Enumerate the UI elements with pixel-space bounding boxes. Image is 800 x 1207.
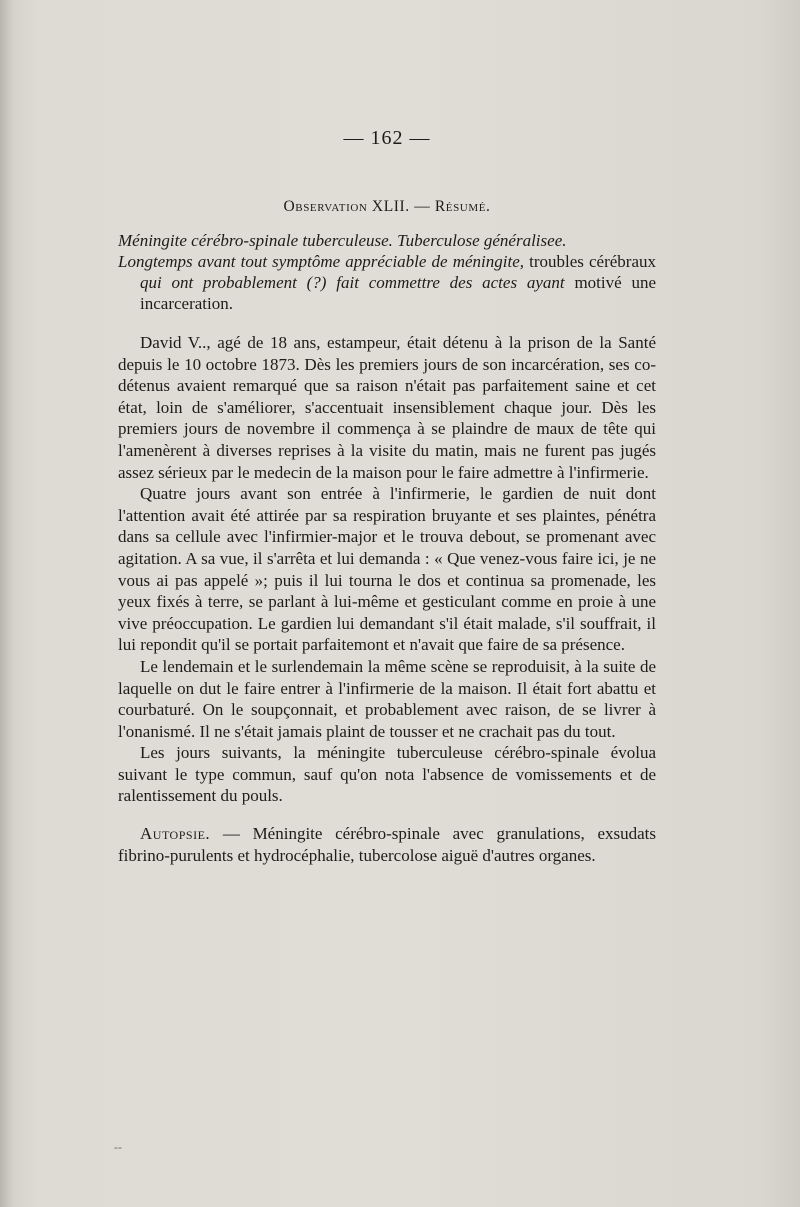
summary-line-2-roman-b: motivé une incarceration. (140, 273, 657, 313)
summary-line-2-italic-b: qui ont probablement (?) fait commettre des actes ayant (140, 273, 565, 292)
paragraph-2: Quatre jours avant son entrée à l'infirmerie, le gardien de nuit dont l'attention avait été attirée par sa respiration bruyante et ses plaintes, pénétra dans sa cellule avec l'infirmier-major et le trouva debout, se promenant avec agitation. A sa vue, il s'arrêta et lui demanda : « Que venez-vous faire ici, je ne vous ai pas appelé »; puis il lui tourna le dos et continua sa promenade, les yeux fixés à terre, se parlant à lui-même et gesticulant comme en proie à une vive préoccupation. Le gardien lui demandant s'il était malade, s'il souffrait, il lui repondit qu'il se portait parfaitemont et n'avait que faire de sa présence. (118, 484, 656, 655)
summary (118, 230, 656, 314)
page-number: — 162 — (343, 127, 431, 149)
summary-line-2 (118, 251, 656, 314)
summary-line-2-italic-a: Longtemps avant tout symptôme appréciable de méningite, (118, 252, 524, 271)
footer-mark: -- (114, 1140, 122, 1154)
summary-line-1-text: Méningite cérébro-spinale tuberculeuse. Tuberculose généralisee. (118, 231, 567, 250)
paragraph-3: Le lendemain et le surlendemain la même scène se reproduisit, à la suite de laquelle on dut le faire entrer à l'infirmerie de la maison. Il était fort abattu et courbaturé. On le soupçonnait, et probablement avec raison, de se livrer à l'onanismé. Il ne s'était jamais plaint de tousser et ne crachait pas du tout. (118, 656, 656, 741)
paragraph-4: Les jours suivants, la méningite tuberculeuse cérébro-spinale évolua suivant le type commun, sauf qu'on nota l'absence de vomissements et de ralentissement du pouls. (118, 743, 656, 806)
autopsy-text: — Méningite cérébro-spinale avec granulations, exsudats fibrino-purulents et hydrocéphalie, tubercolose aiguë d'autres organes. (118, 824, 656, 865)
autopsy-label: Autopsie. (140, 824, 211, 844)
body-text (118, 332, 656, 866)
paragraph-1: David V.., agé de 18 ans, estampeur, était détenu à la prison de la Santé depuis le 10 octobre 1873. Dès les premiers jours de son incarcération, ses co-détenus avaient remarqué que sa raison n'était pas parfaitement saine et cet état, loin de s'améliorer, s'accentuait insensiblement chaque jour. Dès les premiers jours de novembre il commença à se plaindre de maux de tête qui l'amenèrent à diverses reprises à la visite du matin, mais ne furent pas jugés assez sérieux par le medecin de la maison pour le faire admettre à l'infirmerie. (118, 333, 656, 482)
summary-line-2-roman-a: troubles cérébraux (524, 252, 656, 271)
autopsy-paragraph (118, 823, 656, 866)
summary-line-1 (118, 230, 656, 251)
text-block (118, 124, 656, 866)
observation-title: Observation XLII. — Résumé. (283, 198, 491, 215)
